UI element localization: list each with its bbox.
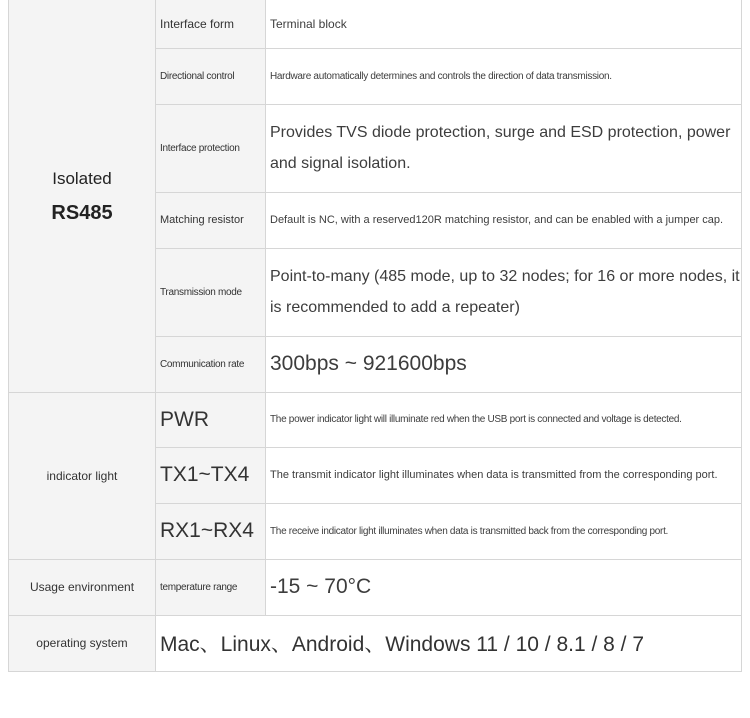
group-label-rs485: RS485 bbox=[51, 201, 113, 224]
table-row bbox=[9, 559, 742, 615]
row-label: Interface protection bbox=[160, 142, 240, 154]
spec-table bbox=[8, 0, 742, 672]
row-value: Hardware automatically determines and controls the direction of data transmission. bbox=[270, 70, 612, 82]
table-row bbox=[9, 615, 742, 671]
row-value: Default is NC, with a reserved120R matching resistor, and can be enabled with a jumper cap. bbox=[270, 214, 724, 226]
group-cell-indicator bbox=[9, 392, 156, 559]
row-value: Point-to-many (485 mode, up to 32 nodes; for 16 or more nodes, it is recommended to add a repeater) bbox=[270, 268, 740, 316]
row-value: The power indicator light will illuminate red when the USB port is connected and voltage is detected. bbox=[270, 414, 682, 425]
group-label-isolated: Isolated bbox=[52, 168, 112, 188]
row-label: Communication rate bbox=[160, 358, 245, 370]
row-value: The transmit indicator light illuminates when data is transmitted from the corresponding port. bbox=[270, 469, 718, 481]
row-label: TX1~TX4 bbox=[160, 463, 250, 486]
row-label: Matching resistor bbox=[160, 214, 244, 226]
row-value: Mac、Linux、Android、Windows 11 / 10 / 8.1 / 8 / 7 bbox=[160, 633, 645, 656]
group-label-usage: Usage environment bbox=[29, 580, 135, 594]
row-value: Provides TVS diode protection, surge and ESD protection, power and signal isolation. bbox=[270, 124, 731, 172]
row-value: The receive indicator light illuminates when data is transmitted back from the corresponding port. bbox=[270, 525, 669, 537]
table-row bbox=[9, 0, 742, 48]
row-label: RX1~RX4 bbox=[160, 519, 254, 542]
row-label: Directional control bbox=[160, 70, 235, 82]
row-label: Transmission mode bbox=[160, 286, 242, 298]
row-label: Interface form bbox=[160, 16, 235, 31]
group-cell-os bbox=[9, 615, 156, 671]
row-value: Terminal block bbox=[270, 16, 347, 31]
group-cell-usage bbox=[9, 559, 156, 615]
row-label: temperature range bbox=[160, 581, 238, 593]
row-value: -15 ~ 70°C bbox=[270, 575, 372, 598]
group-label-indicator: indicator light bbox=[46, 468, 118, 483]
table-row bbox=[9, 392, 742, 447]
row-label: PWR bbox=[160, 407, 209, 431]
group-label-os: operating system bbox=[36, 636, 128, 650]
row-value: 300bps ~ 921600bps bbox=[270, 352, 467, 375]
group-cell-rs485 bbox=[9, 0, 156, 392]
